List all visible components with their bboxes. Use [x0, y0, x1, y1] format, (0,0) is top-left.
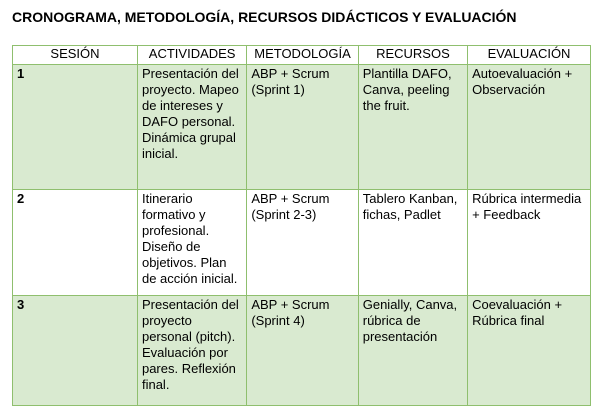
methodology-cell: ABP + Scrum (Sprint 4) [247, 296, 358, 406]
table-row [13, 296, 591, 406]
activities-cell: Presentación del proyecto personal (pitch). Evaluación por pares. Reflexión final. [137, 296, 246, 406]
schedule-table [12, 45, 591, 406]
header-evaluation: EVALUACIÓN [468, 46, 591, 65]
activities-cell: Itinerario formativo y profesional. Diseño de objetivos. Plan de acción inicial. [137, 190, 246, 296]
resources-cell: Plantilla DAFO, Canva, peeling the fruit. [358, 65, 467, 190]
header-activities: ACTIVIDADES [137, 46, 246, 65]
table-header-row [13, 46, 591, 65]
evaluation-cell: Rúbrica intermedia + Feedback [468, 190, 591, 296]
methodology-cell: ABP + Scrum (Sprint 1) [247, 65, 358, 190]
document-title: CRONOGRAMA, METODOLOGÍA, RECURSOS DIDÁCTICOS Y EVALUACIÓN [12, 9, 517, 25]
evaluation-cell: Autoevaluación + Observación [468, 65, 591, 190]
session-number: 2 [13, 190, 138, 296]
resources-cell: Genially, Canva, rúbrica de presentación [358, 296, 467, 406]
table-row [13, 190, 591, 296]
methodology-cell: ABP + Scrum (Sprint 2-3) [247, 190, 358, 296]
table-row [13, 65, 591, 190]
header-session: SESIÓN [13, 46, 138, 65]
header-methodology: METODOLOGÍA [247, 46, 358, 65]
resources-cell: Tablero Kanban, fichas, Padlet [358, 190, 467, 296]
session-number: 1 [13, 65, 138, 190]
header-resources: RECURSOS [358, 46, 467, 65]
session-number: 3 [13, 296, 138, 406]
activities-cell: Presentación del proyecto. Mapeo de intereses y DAFO personal. Dinámica grupal inicial. [137, 65, 246, 190]
evaluation-cell: Coevaluación + Rúbrica final [468, 296, 591, 406]
